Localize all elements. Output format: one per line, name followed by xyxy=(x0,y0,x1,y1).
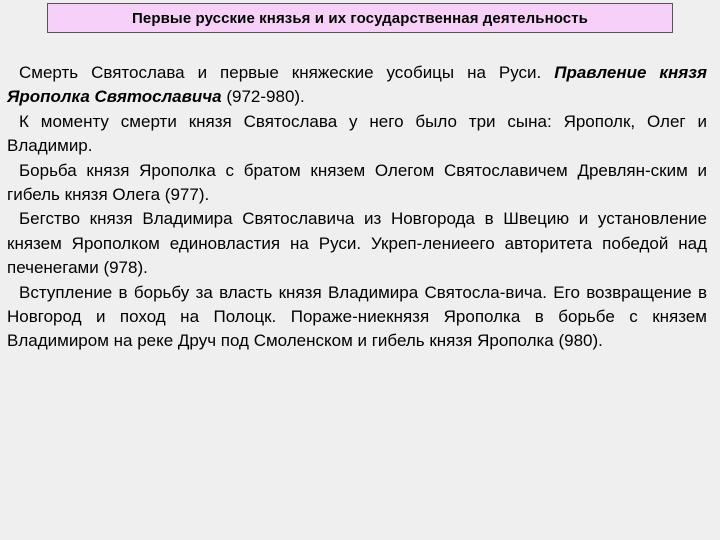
paragraph-5: Вступление в борьбу за власть князя Владимира Святосла-вича. Его возвращение в Новгород и поход на Полоцк. Пораже-ниекнязя Ярополка в борьбе с князем Владимиром на реке Друч под Смоленском и гибель князя Ярополка (980). xyxy=(7,282,707,351)
paragraph-3: Борьба князя Ярополка с братом князем Олегом Святославичем Древлян-ским и гибель князя Олега (977). xyxy=(7,160,707,205)
slide-body xyxy=(7,61,707,354)
slide-title: Первые русские князья и их государственная деятельность xyxy=(132,9,588,27)
paragraph-1 xyxy=(7,61,707,110)
paragraph-4: Бегство князя Владимира Святославича из Новгорода в Швецию и установление князем Ярополком единовластия на Руси. Укреп-лениеего авторитета победой над печенегами (978). xyxy=(7,209,707,278)
paragraph-2: К моменту смерти князя Святослава у него было три сына: Ярополк, Олег и Владимир. xyxy=(7,111,707,156)
paragraph-1-text: Смерть Святослава и первые княжеские усобицы на Руси. xyxy=(19,63,555,82)
paragraph-1-tail: (972-980). xyxy=(221,87,305,107)
paragraph-1-emphasis: Правление князя Ярополка Святославича xyxy=(7,63,707,107)
slide-title-box xyxy=(47,3,673,33)
